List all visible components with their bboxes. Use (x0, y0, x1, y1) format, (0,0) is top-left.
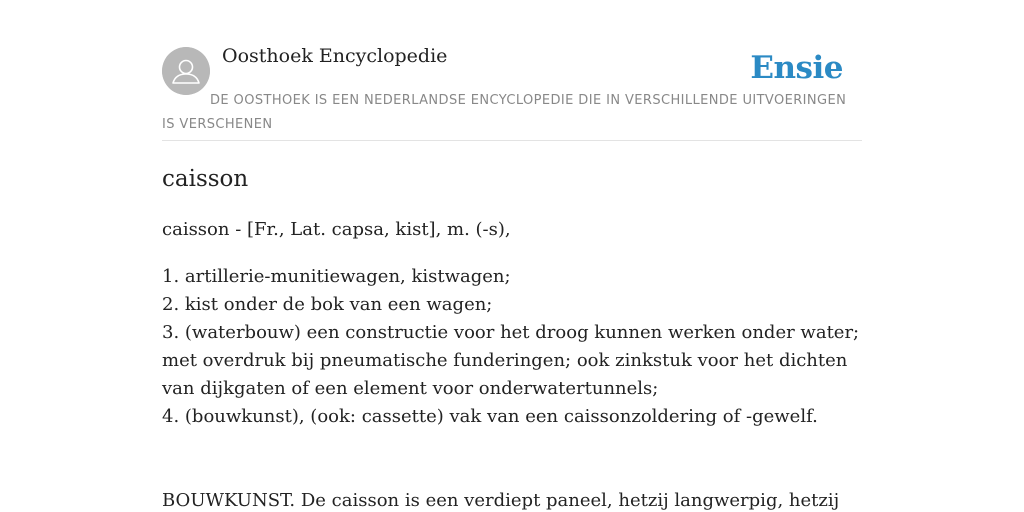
source-description: DE OOSTHOEK IS EEN NEDERLANDSE ENCYCLOPEDIE DIE IN VERSCHILLENDE UITVOERINGEN IS VERSCHENEN (162, 93, 847, 132)
sense-item: 1. artillerie-munitiewagen, kistwagen; (162, 266, 511, 287)
source-header (162, 0, 862, 141)
sense-item: 3. (waterbouw) een constructie voor het droog kunnen werken onder water; met overdruk bij pneumatische funderingen; ook zinkstuk voor het dichten van dijkgaten of een element voor onderwatertunnels; (162, 322, 860, 399)
sense-list (162, 263, 862, 431)
brand-logo[interactable]: Ensie (750, 50, 843, 86)
sense-item: 4. (bouwkunst), (ook: cassette) vak van een caissonzoldering of -gewelf. (162, 406, 818, 427)
sense-item: 2. kist onder de bok van een wagen; (162, 294, 493, 315)
page-container (162, 0, 862, 511)
user-icon[interactable] (162, 47, 210, 95)
source-name-link[interactable]: Oosthoek Encyclopedie (222, 45, 448, 67)
body-paragraph: BOUWKUNST. De caisson is een verdiept paneel, hetzij langwerpig, hetzij (162, 490, 840, 511)
entry-title: caisson (162, 166, 249, 192)
entry-definition: caisson - [Fr., Lat. capsa, kist], m. (-s), (162, 219, 511, 240)
